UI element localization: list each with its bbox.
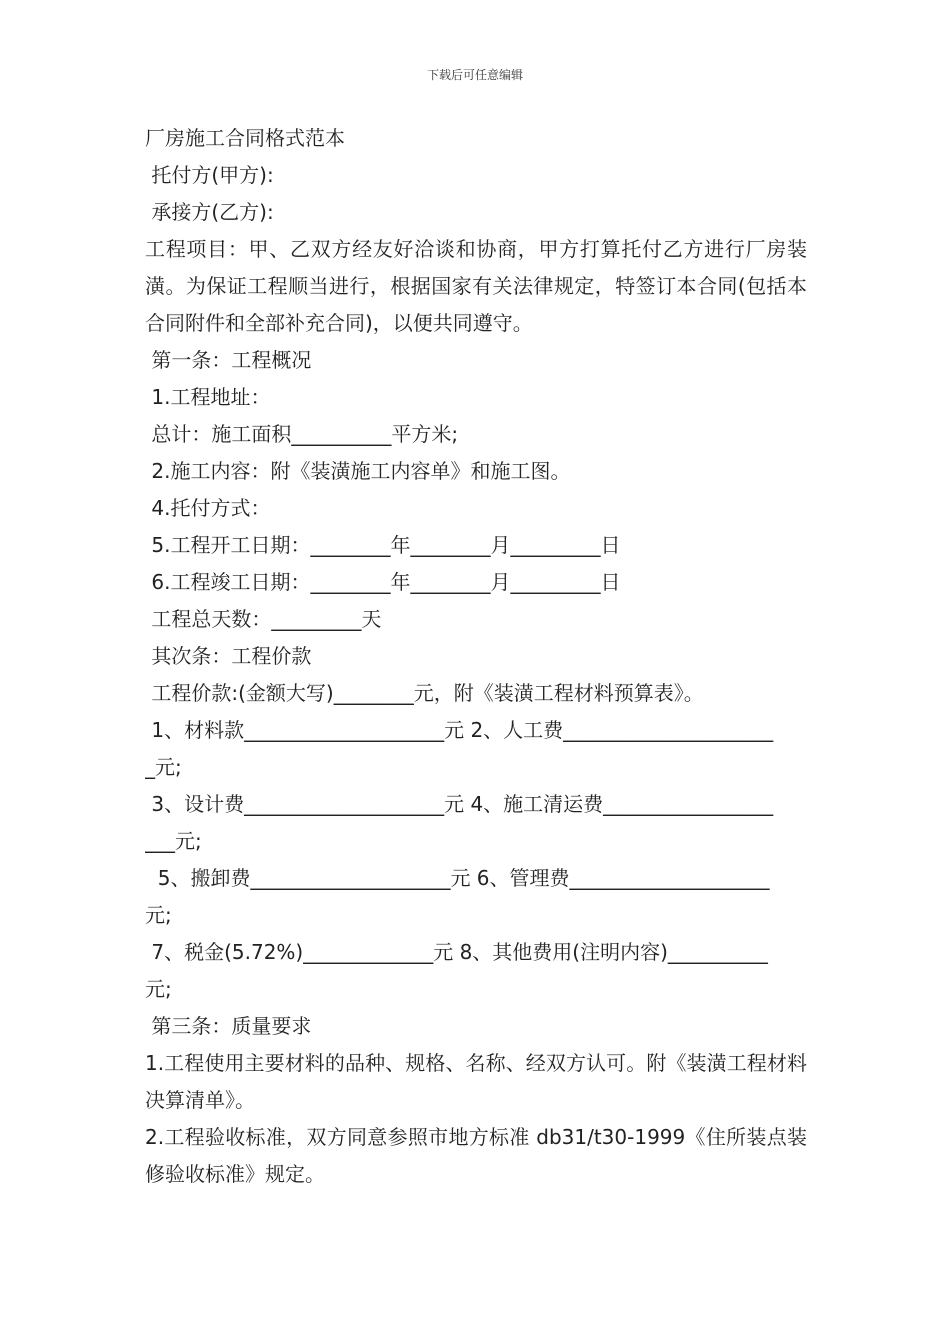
party-b-line: 承接方(乙方): — [145, 200, 274, 224]
page-header-note: 下载后可任意编辑 — [426, 68, 523, 82]
fee-line-1: 1、材料款____________________元 2、人工费_____________________ — [145, 718, 774, 742]
project-intro-paragraph: 工程项目：甲、乙双方经友好洽谈和协商，甲方打算托付乙方进行厂房装潢。为保证工程顺当进行，根据国家有关法律规定，特签订本合同(包括本合同附件和全部补充合同)，以便共同遵守。 — [145, 237, 807, 335]
fee-line-3: 5、搬卸费____________________元 6、管理费____________________ — [145, 866, 770, 890]
construction-area-line: 总计：施工面积__________平方米; — [145, 422, 459, 446]
fee-line-2: 3、设计费____________________元 4、施工清运费_________________ — [145, 792, 774, 816]
materials-paragraph: 1.工程使用主要材料的品种、规格、名称、经双方认可。附《装潢工程材料决算清单》。 — [145, 1051, 807, 1112]
article-1-heading: 第一条：工程概况 — [145, 348, 312, 372]
document-body — [145, 120, 807, 1193]
project-address-line: 1.工程地址： — [145, 385, 271, 409]
fee-line-3-cont: 元; — [145, 903, 172, 927]
start-date-line: 5.工程开工日期：________年________月_________日 — [145, 533, 621, 557]
completion-date-line: 6.工程竣工日期：________年________月_________日 — [145, 570, 621, 594]
fee-line-1-cont: _元; — [145, 755, 182, 779]
commission-method-line: 4.托付方式： — [145, 496, 271, 520]
construction-content-line: 2.施工内容：附《装潢施工内容单》和施工图。 — [145, 459, 571, 483]
document-title: 厂房施工合同格式范本 — [145, 126, 345, 150]
article-3-heading: 第三条：质量要求 — [145, 1014, 312, 1038]
total-days-line: 工程总天数：_________天 — [145, 607, 382, 631]
article-2-heading: 其次条：工程价款 — [145, 644, 312, 668]
party-a-line: 托付方(甲方): — [145, 163, 274, 187]
acceptance-standard-paragraph: 2.工程验收标准，双方同意参照市地方标准 db31/t30-1999《住所装点装修验收标准》规定。 — [145, 1125, 807, 1186]
fee-line-4: 7、税金(5.72%)_____________元 8、其他费用(注明内容)__________ — [145, 940, 768, 964]
fee-line-2-cont: ___元; — [145, 829, 202, 853]
fee-line-4-cont: 元; — [145, 977, 172, 1001]
project-price-line: 工程价款:(金额大写)________元，附《装潢工程材料预算表》。 — [145, 681, 704, 705]
